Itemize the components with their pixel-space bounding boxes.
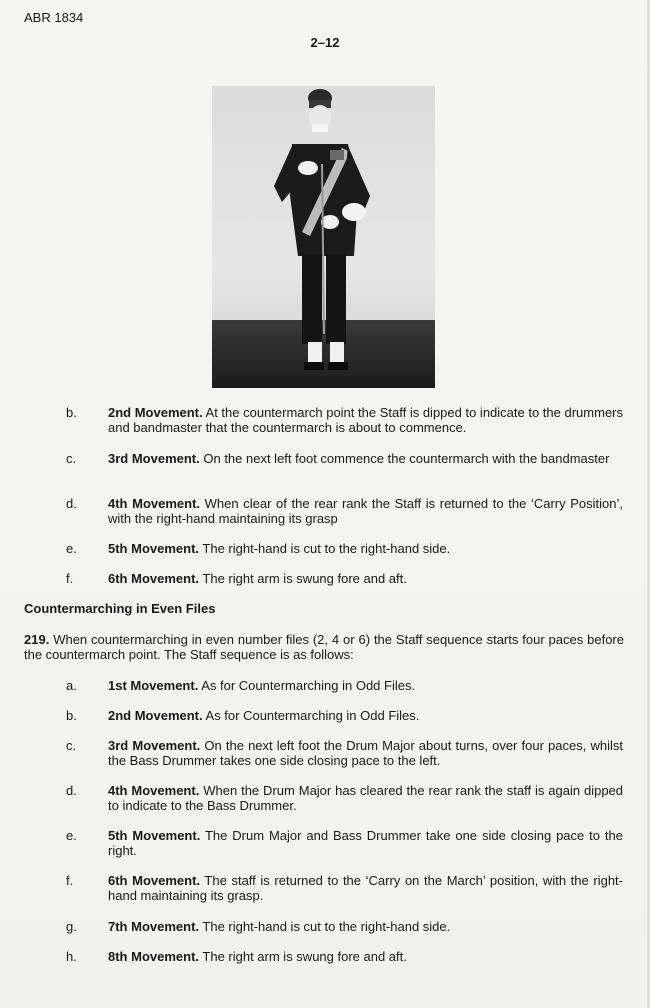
list-item-text [108,541,623,556]
movement-description: The staff is returned to the ‘Carry on the March’ position, with the right-hand maintaining its grasp. [108,873,623,903]
movement-description: On the next left foot the Drum Major about turns, over four paces, whilst the Bass Drummer takes one side closing pace to the left. [108,738,623,768]
movement-label: 1st Movement. [108,678,199,693]
movement-label: 5th Movement. [108,828,201,843]
list-item-text [108,496,623,526]
list-item-letter: d. [66,783,77,798]
movement-description: When clear of the rear rank the Staff is returned to the ‘Carry Position’, with the right-hand maintaining its grasp [108,496,623,526]
movement-label: 5th Movement. [108,541,200,556]
movement-description: The right arm is swung fore and aft. [199,949,407,964]
movement-label: 2nd Movement. [108,405,203,420]
movement-label: 3rd Movement. [108,451,200,466]
list-item-text [108,708,623,723]
movement-label: 3rd Movement. [108,738,201,753]
page-number: 2–12 [310,35,340,50]
movement-label: 6th Movement. [108,873,201,888]
list-item-letter: h. [66,949,77,964]
list-item-letter: d. [66,496,77,511]
list-item-letter: b. [66,405,77,420]
section-heading: Countermarching in Even Files [24,601,216,616]
movement-description: As for Countermarching in Odd Files. [202,708,420,723]
drum-major-photo [212,86,435,388]
movement-description: When the Drum Major has cleared the rear rank the staff is again dipped to indicate to the Bass Drummer. [108,783,624,813]
list-item-letter: c. [66,738,77,753]
paragraph-text: When countermarching in even number files (2, 4 or 6) the Staff sequence starts four paces before the countermarch point. The Staff sequence is as follows: [24,632,624,662]
movement-description: The right-hand is cut to the right-hand side. [199,541,451,556]
list-item-text [108,678,623,693]
movement-label: 4th Movement. [108,783,200,798]
movement-label: 4th Movement. [108,496,201,511]
movement-description: The right arm is swung fore and aft. [199,571,407,586]
movement-label: 2nd Movement. [108,708,203,723]
movement-description: As for Countermarching in Odd Files. [198,678,416,693]
list-item-text [108,405,623,435]
list-item-text [108,873,623,903]
list-item-letter: a. [66,678,77,693]
list-item-letter: f. [66,873,74,888]
list-item-text [108,949,623,964]
list-item-text [108,571,623,586]
movement-description: At the countermarch point the Staff is dipped to indicate to the drummers and bandmaster that the countermarch is about to commence. [108,405,623,435]
list-item-text [108,738,623,768]
list-item-letter: b. [66,708,77,723]
movement-description: The right-hand is cut to the right-hand side. [199,919,451,934]
list-item-letter: f. [66,571,74,586]
movement-label: 7th Movement. [108,919,200,934]
paragraph-219 [24,632,624,662]
document-reference: ABR 1834 [24,10,84,25]
list-item-letter: e. [66,828,77,843]
movement-description: The Drum Major and Bass Drummer take one side closing pace to the right. [108,828,623,858]
list-item-text [108,451,623,466]
drum-major-figure [212,86,435,388]
list-item-text [108,783,623,813]
movement-description: On the next left foot commence the countermarch with the bandmaster [199,451,610,466]
paragraph-number: 219. [24,632,50,647]
movement-label: 6th Movement. [108,571,200,586]
list-item-text [108,919,623,934]
movement-label: 8th Movement. [108,949,200,964]
list-item-letter: g. [66,919,77,934]
list-item-letter: c. [66,451,77,466]
list-item-letter: e. [66,541,77,556]
list-item-text [108,828,623,858]
